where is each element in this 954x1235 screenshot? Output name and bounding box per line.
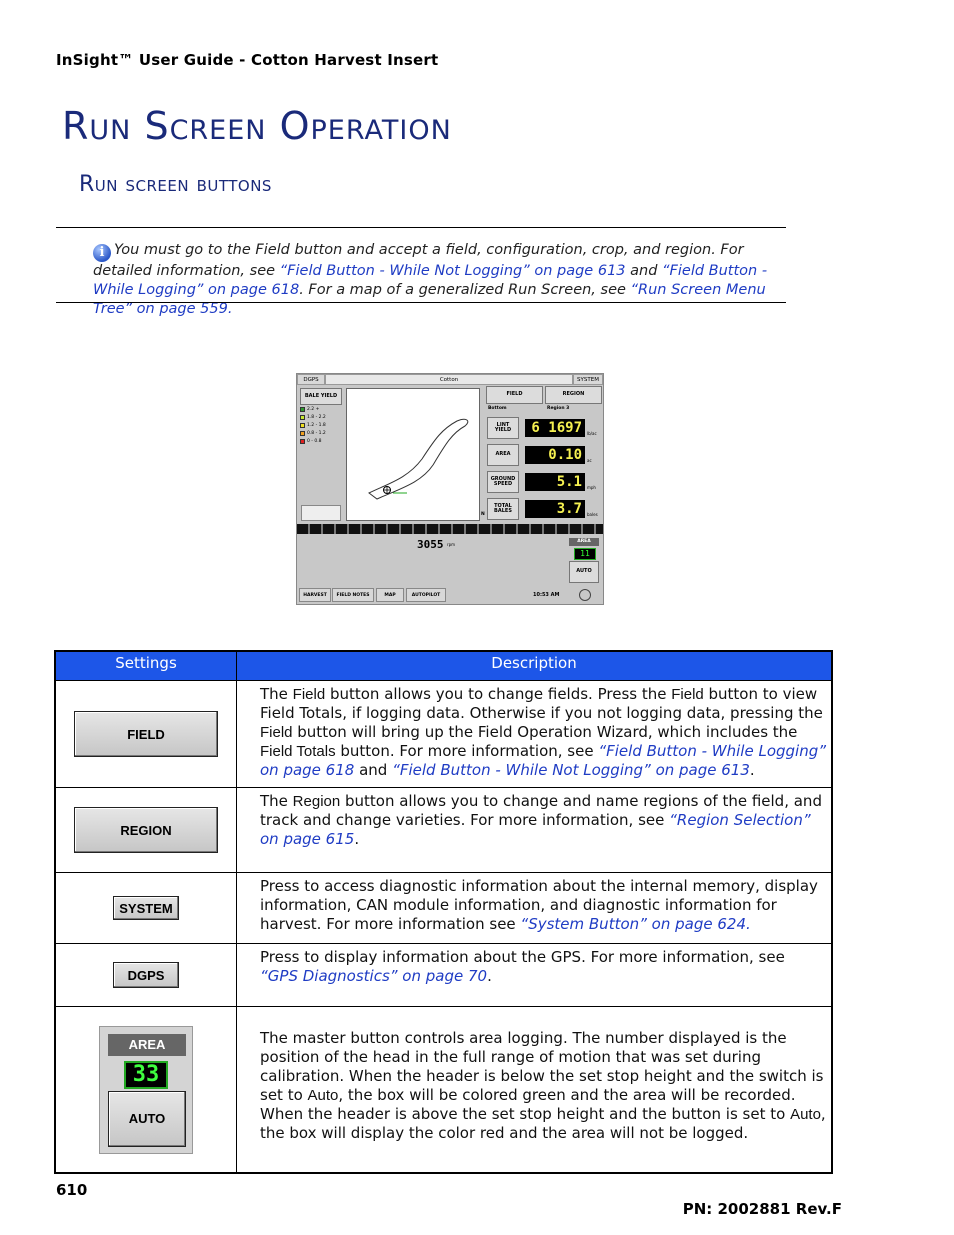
rpm-unit: rpm <box>447 542 456 547</box>
note-box: i You must go to the Field button and accept a field, configuration, crop, and region. For detailed information, see “Field Button - While Not Logging” on page 613 and “Field Button - While Logging” on page 618. For a map of a generalized Run Screen, see “Run Screen Menu Tree” on page 559. <box>93 242 768 317</box>
area-label: AREA <box>108 1034 186 1056</box>
row-unit-bar <box>297 524 603 534</box>
header-description: Description <box>491 654 577 672</box>
settings-cell <box>56 873 237 943</box>
readout-value: 6 1697 <box>525 419 585 437</box>
rpm-value: 3055 <box>417 538 444 551</box>
link-run-screen-menu-tree[interactable]: “Run Screen Menu Tree” on page 559. <box>93 282 766 317</box>
table-header <box>56 652 831 680</box>
field-name: Bottom <box>488 406 507 411</box>
settings-table <box>54 650 833 1174</box>
note-top-rule <box>56 227 786 228</box>
table-row <box>56 1006 831 1172</box>
description-text: button to view Field Totals, if logging data. Otherwise if you not logging data, pressing the <box>260 685 823 722</box>
system-tab[interactable]: SYSTEM <box>573 374 603 385</box>
cross-reference-link[interactable]: “Field Button - While Logging” on page 618 <box>260 742 827 779</box>
dgps-tab[interactable]: DGPS <box>297 374 325 385</box>
link-field-logging[interactable]: “Field Button - While Logging” on page 618 <box>93 263 768 298</box>
keyword: Region <box>292 793 341 810</box>
cross-reference-link[interactable]: “GPS Diagnostics” on page 70 <box>260 967 488 985</box>
coverage-map <box>346 388 480 521</box>
keyword: Field <box>671 686 704 703</box>
map-swath-path <box>347 389 479 520</box>
readout-label[interactable]: LINT YIELD <box>487 417 519 439</box>
legend-swatch <box>300 423 305 428</box>
region-button[interactable]: REGION <box>74 807 218 853</box>
legend-entry <box>300 423 326 428</box>
description-cell <box>237 788 831 872</box>
readout-value: 3.7 <box>525 500 585 518</box>
description-text: button. For more information, see <box>335 742 599 760</box>
field-button[interactable]: FIELD <box>74 711 218 757</box>
readout-unit: mph <box>587 485 596 490</box>
run-screen-figure <box>296 373 604 605</box>
dgps-button[interactable]: DGPS <box>113 962 179 988</box>
auto-button[interactable]: AUTO <box>108 1091 186 1147</box>
clock: 10:53 AM <box>533 592 560 598</box>
description-text: , the box will display the color red and the area will not be logged. <box>260 1105 826 1142</box>
auto-button-small[interactable]: AUTO <box>569 561 599 583</box>
section-title: Run Screen Operation <box>62 104 452 148</box>
readout-unit: bales <box>587 512 598 517</box>
tab-autopilot[interactable]: AUTOPILOT <box>406 588 446 602</box>
area-position-value: 33 <box>124 1061 168 1089</box>
legend-label: 1.8 - 2.2 <box>307 415 326 420</box>
keyword: Auto <box>790 1106 821 1123</box>
cross-reference-link[interactable]: “Region Selection” on page 615 <box>260 811 811 848</box>
table-row <box>56 680 831 787</box>
description-text: The <box>260 792 293 810</box>
keyword: Auto <box>307 1087 339 1104</box>
note-bottom-rule <box>56 302 786 303</box>
region-name: Region 3 <box>547 406 570 411</box>
description-text: button allows you to change and name regions of the field, and track and change varieties. For more information, see <box>260 792 822 829</box>
readout-value: 5.1 <box>525 473 585 491</box>
subsection-title: Run screen buttons <box>79 172 272 197</box>
legend-swatch <box>300 407 305 412</box>
description-text: The master button controls area logging. The number displayed is the position of the head in the full range of motion that was set during calibration. When the header is below the set stop height and the switch is set to <box>260 1029 824 1104</box>
description-text: Press to access diagnostic information about the internal memory, display information, CAN module information, and diagnostic information for harvest. For more information see <box>260 877 818 933</box>
legend-swatch <box>300 415 305 420</box>
settings-cell <box>56 681 237 787</box>
legend-label: 0.8 - 1.2 <box>307 431 326 436</box>
legend-swatch <box>300 431 305 436</box>
description-cell <box>237 873 831 943</box>
readout-label[interactable]: AREA <box>487 444 519 466</box>
legend-label: 2.2 + <box>307 407 320 412</box>
legend-label: 0 - 0.8 <box>307 439 322 444</box>
keyword: Field Totals <box>260 743 336 760</box>
table-row <box>56 872 831 943</box>
tab-field-notes[interactable]: FIELD NOTES <box>332 588 374 602</box>
settings-cell <box>56 944 237 1006</box>
crop-title: Cotton <box>325 374 573 385</box>
info-icon: i <box>93 244 111 262</box>
link-field-not-logging[interactable]: “Field Button - While Not Logging” on page 613 <box>279 263 626 279</box>
table-row <box>56 787 831 872</box>
keyword: Field <box>260 724 293 741</box>
legend-entry <box>300 431 326 436</box>
area-value-small: 11 <box>574 548 596 560</box>
table-body <box>56 680 831 1172</box>
area-label-small: AREA <box>569 538 599 546</box>
legend-label: 1.2 - 1.8 <box>307 423 326 428</box>
legend-entry <box>300 439 322 444</box>
readout-value: 0.10 <box>525 446 585 464</box>
settings-cell <box>56 788 237 872</box>
part-number: PN: 2002881 Rev.F <box>682 1200 842 1218</box>
north-arrow: N <box>481 512 485 517</box>
description-text: The <box>260 685 293 703</box>
description-cell <box>237 944 831 1006</box>
settings-icon[interactable] <box>579 589 591 601</box>
readout-label[interactable]: TOTAL BALES <box>487 498 519 520</box>
region-button-small[interactable]: REGION <box>545 386 602 404</box>
cross-reference-link[interactable]: “Field Button - While Not Logging” on page 613 <box>392 761 750 779</box>
running-header: InSight™ User Guide - Cotton Harvest Insert <box>56 51 439 69</box>
description-cell <box>237 1007 831 1172</box>
cross-reference-link[interactable]: “System Button” on page 624. <box>520 915 751 933</box>
description-text: , the box will be colored green and the area will be recorded. When the header is above the set stop height and the button is set to <box>260 1086 796 1123</box>
description-cell <box>237 681 831 787</box>
readout-label[interactable]: GROUND SPEED <box>487 471 519 493</box>
zoom-icon[interactable] <box>301 505 341 521</box>
description-text: Press to display information about the GPS. For more information, see <box>260 948 785 966</box>
legend-swatch <box>300 439 305 444</box>
field-button-small[interactable]: FIELD <box>486 386 543 404</box>
system-button[interactable]: SYSTEM <box>113 896 179 920</box>
page-number: 610 <box>56 1181 88 1199</box>
bale-yield-button[interactable]: BALE YIELD <box>300 388 342 405</box>
keyword: Field <box>292 686 326 703</box>
description-text: . <box>749 761 755 779</box>
settings-cell <box>56 1007 237 1172</box>
description-text: button will bring up the Field Operation Wizard, which includes the <box>292 723 798 741</box>
table-row <box>56 943 831 1006</box>
header-settings: Settings <box>56 652 237 680</box>
description-text: and <box>354 761 393 779</box>
description-text: . <box>487 967 492 985</box>
tab-map[interactable]: MAP <box>376 588 404 602</box>
legend-entry <box>300 407 319 412</box>
tab-harvest[interactable]: HARVEST <box>299 588 331 602</box>
master-area-button[interactable] <box>99 1026 193 1154</box>
readout-unit: ac <box>587 458 592 463</box>
legend-entry <box>300 415 326 420</box>
readout-unit: lb/ac <box>587 431 597 436</box>
description-text: . <box>354 830 360 848</box>
description-text: button allows you to change fields. Press the <box>325 685 672 703</box>
